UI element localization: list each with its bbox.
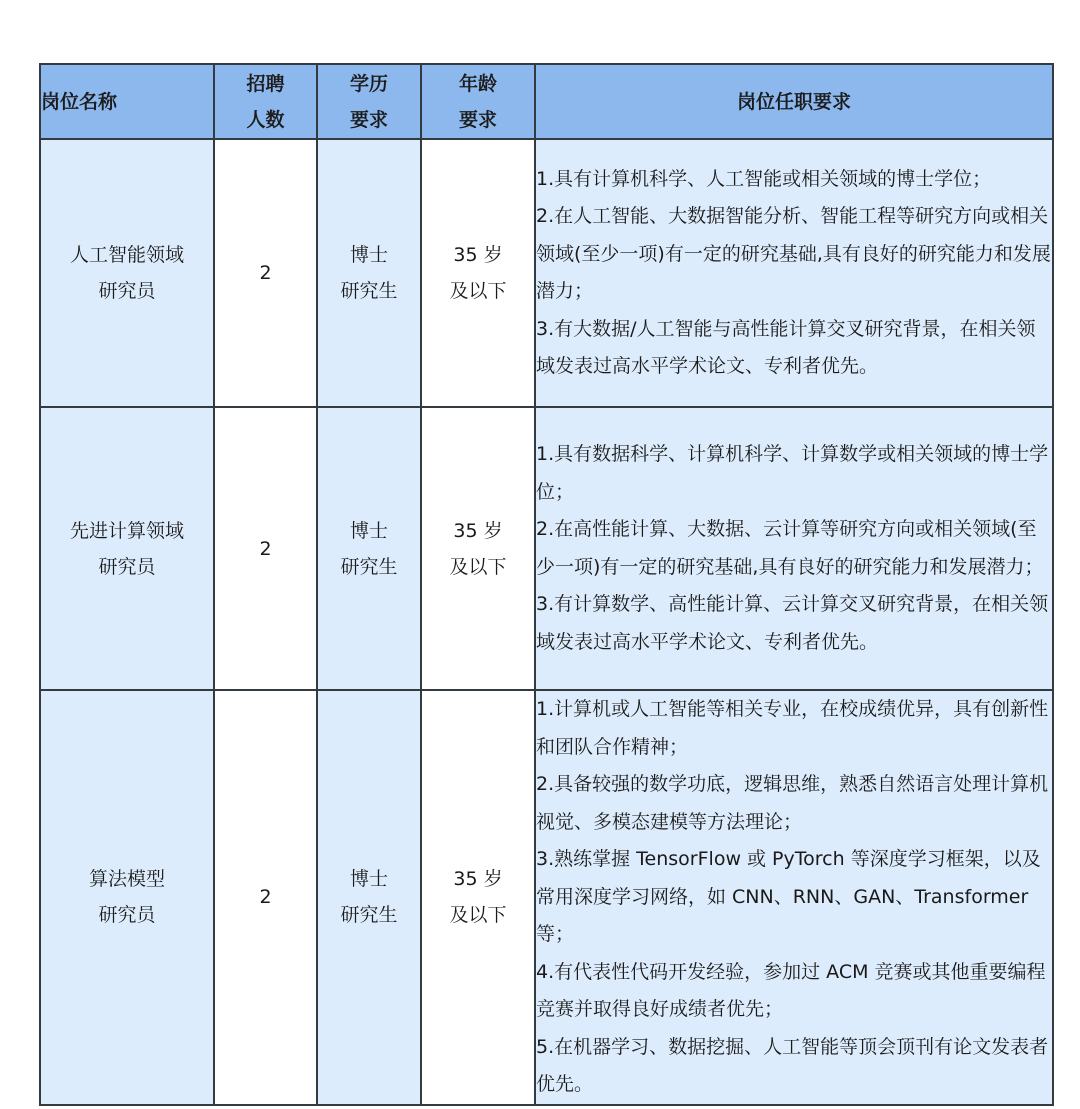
education-line1: 博士 [349,519,388,542]
position-name-cell [40,690,214,1105]
education-cell [317,407,421,690]
position-name-cell [40,139,214,407]
table-row [40,690,1053,1105]
requirement-item: 3.有大数据/人工智能与高性能计算交叉研究背景，在相关领域发表过高水平学术论文、专利者优先。 [536,317,1036,377]
header-hiring-count [214,64,317,139]
header-age-line2: 要求 [458,108,497,131]
header-position-name [40,64,214,139]
hiring-count-cell [214,139,317,407]
age-line2: 及以下 [449,904,507,927]
header-education [317,64,421,139]
requirement-item: 2.具备较强的数学功底，逻辑思维，熟悉自然语言处理计算机视觉、多模态建模等方法理论； [536,773,1049,833]
requirement-item: 1.具有数据科学、计算机科学、计算数学或相关领域的博士学位； [536,443,1049,503]
header-hiring-count-line2: 人数 [246,108,285,131]
requirement-item: 4.有代表性代码开发经验，参加过 ACM 竞赛或其他重要编程竞赛并取得良好成绩者优先； [536,960,1046,1020]
position-name-cell [40,407,214,690]
age-line2: 及以下 [449,555,507,578]
requirements-cell [535,690,1053,1105]
header-row [40,64,1053,139]
age-cell [421,407,535,690]
position-name-line2: 研究员 [98,904,156,927]
header-position-name-label: 岗位名称 [41,90,118,113]
age-line1: 35 岁 [453,244,503,266]
education-line2: 研究生 [340,904,398,927]
table-row [40,139,1053,407]
education-line1: 博士 [349,868,388,891]
requirements-cell [535,407,1053,690]
education-line2: 研究生 [340,555,398,578]
header-requirements-label: 岗位任职要求 [736,90,851,113]
header-hiring-count-line1: 招聘 [246,72,285,95]
recruitment-table [39,63,1054,1106]
age-cell [421,690,535,1105]
header-age [421,64,535,139]
hiring-count-value: 2 [259,262,272,284]
header-age-line1: 年龄 [458,72,497,95]
requirement-item: 5.在机器学习、数据挖掘、人工智能等顶会顶刊有论文发表者优先。 [536,1035,1049,1095]
requirement-item: 1.计算机或人工智能等相关专业，在校成绩优异，具有创新性和团队合作精神； [536,698,1049,758]
hiring-count-value: 2 [259,537,272,560]
requirement-item: 2.在高性能计算、大数据、云计算等研究方向或相关领域(至少一项)有一定的研究基础,具有良好的研究能力和发展潜力； [536,518,1044,578]
header-requirements [535,64,1053,139]
education-line1: 博士 [349,244,388,266]
age-line2: 及以下 [449,280,507,302]
requirement-item: 3.熟练掌握 TensorFlow 或 PyTorch 等深度学习框架，以及常用深度学习网络，如 CNN、RNN、GAN、Transformer 等； [536,848,1041,945]
hiring-count-value: 2 [259,886,272,909]
position-name-line1: 先进计算领域 [69,519,184,542]
age-cell [421,139,535,407]
requirements-cell [535,139,1053,407]
age-line1: 35 岁 [453,868,503,891]
position-name-line1: 人工智能领域 [69,244,184,266]
requirement-item: 2.在人工智能、大数据智能分析、智能工程等研究方向或相关领域(至少一项)有一定的研究基础,具有良好的研究能力和发展潜力； [536,205,1051,302]
position-name-line2: 研究员 [98,280,156,302]
education-cell [317,690,421,1105]
table-row [40,407,1053,690]
age-line1: 35 岁 [453,519,503,542]
hiring-count-cell [214,407,317,690]
education-line2: 研究生 [340,280,398,302]
hiring-count-cell [214,690,317,1105]
header-education-line1: 学历 [349,72,388,95]
header-education-line2: 要求 [349,108,388,131]
requirement-item: 3.有计算数学、高性能计算、云计算交叉研究背景，在相关领域发表过高水平学术论文、专利者优先。 [536,593,1049,653]
position-name-line1: 算法模型 [88,868,165,891]
education-cell [317,139,421,407]
requirement-item: 1.具有计算机科学、人工智能或相关领域的博士学位； [536,167,992,190]
position-name-line2: 研究员 [98,555,156,578]
